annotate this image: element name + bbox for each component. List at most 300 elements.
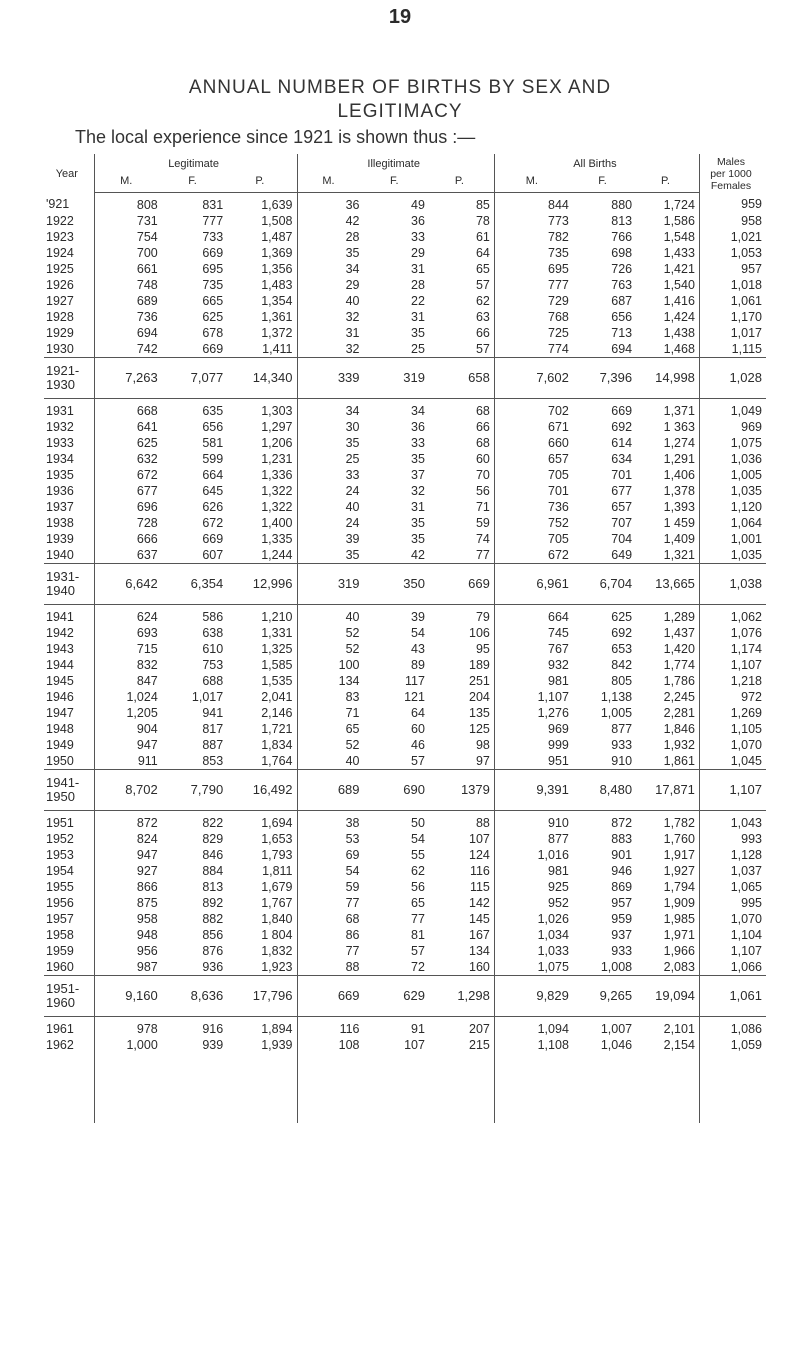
value-cell: 1,297	[227, 419, 297, 435]
value-cell: 958	[741, 213, 762, 228]
value-cell: 40	[345, 293, 360, 308]
value-cell: 54	[345, 863, 360, 878]
decade-start: 1941-	[46, 774, 80, 790]
value-cell: 753	[202, 657, 224, 672]
value-cell: 1,008	[573, 959, 636, 976]
value-cell: 95	[429, 641, 494, 657]
year-cell: 1931	[44, 398, 94, 419]
value-cell: 49	[411, 197, 425, 212]
value-cell: 763	[611, 277, 633, 292]
year-cell: 1940	[44, 547, 94, 564]
value-cell: 669	[202, 245, 224, 260]
year-cell: 1946	[44, 689, 94, 705]
decade-start: 1931-	[46, 568, 80, 584]
value-cell: 782	[548, 229, 569, 244]
value-cell: 766	[611, 229, 633, 244]
value-cell: 948	[136, 927, 158, 942]
year-cell: 1936	[44, 483, 94, 499]
value-cell: 805	[611, 673, 633, 688]
value-cell: 641	[136, 419, 158, 434]
value-cell: 107	[404, 1037, 425, 1052]
value-cell: 34	[345, 261, 360, 276]
value-cell: 98	[429, 737, 494, 753]
intro-text: The local experience since 1921 is shown thus :—	[75, 127, 476, 147]
value-cell: 672	[494, 547, 573, 564]
total-cell: 7,790	[162, 769, 227, 810]
value-cell: 978	[136, 1021, 158, 1036]
value-cell: 1,923	[227, 959, 297, 976]
value-cell: 1,017	[730, 325, 762, 340]
value-cell: 1,104	[730, 927, 762, 942]
value-cell: 832	[136, 657, 158, 672]
table-row	[44, 515, 766, 531]
total-cell: 9,391	[494, 769, 573, 810]
value-cell: 666	[136, 531, 158, 546]
value-cell: 1,966	[636, 943, 699, 959]
value-cell: 733	[202, 229, 224, 244]
value-cell: 713	[611, 325, 633, 340]
year-cell: 1944	[44, 657, 94, 673]
value-cell: 1,354	[227, 293, 297, 309]
value-cell: 134	[338, 673, 360, 688]
value-cell: 116	[429, 863, 494, 879]
value-cell: 958	[136, 911, 158, 926]
year-cell: 1961	[44, 1016, 94, 1037]
value-cell: 1,107	[730, 657, 762, 672]
value-cell: 64	[411, 705, 425, 720]
value-cell: 2,281	[636, 705, 699, 721]
value-cell: 1,372	[227, 325, 297, 341]
value-cell: 1,909	[636, 895, 699, 911]
value-cell: 847	[136, 673, 158, 688]
decade-end: 1940	[46, 582, 75, 598]
value-cell: 649	[573, 547, 636, 564]
value-cell: 1,433	[636, 245, 699, 261]
value-cell: 28	[411, 277, 425, 292]
value-cell: 64	[429, 245, 494, 261]
value-cell: 656	[202, 419, 224, 434]
table-row	[44, 245, 766, 261]
value-cell: 882	[202, 911, 224, 926]
value-cell: 34	[411, 403, 425, 418]
value-cell: 911	[94, 753, 162, 770]
value-cell: 1,782	[636, 810, 699, 831]
value-cell: 25	[364, 341, 429, 358]
value-cell: 959	[611, 911, 633, 926]
table-row	[44, 398, 766, 419]
value-cell: 28	[345, 229, 360, 244]
value-cell: 1,774	[636, 657, 699, 673]
year-cell: 1922	[44, 213, 94, 229]
value-cell: 866	[136, 879, 158, 894]
year-cell: 1941	[44, 604, 94, 625]
year-cell: 1956	[44, 895, 94, 911]
value-cell: 660	[548, 435, 569, 450]
value-cell: 625	[611, 609, 633, 624]
decade-total-row	[44, 563, 766, 604]
total-cell: 669	[297, 975, 364, 1016]
value-cell: 725	[548, 325, 569, 340]
table-row	[44, 721, 766, 737]
value-cell: 1,045	[699, 753, 766, 770]
value-cell: 610	[202, 641, 224, 656]
total-cell: 690	[364, 769, 429, 810]
value-cell: 869	[611, 879, 633, 894]
total-cell: 339	[297, 357, 364, 398]
value-cell: 53	[345, 831, 360, 846]
total-cell: 6,704	[573, 563, 636, 604]
value-cell: 39	[345, 531, 360, 546]
value-cell: 36	[411, 213, 425, 228]
value-cell: 957	[741, 261, 762, 276]
value-cell: 1,218	[730, 673, 762, 688]
value-cell: 2,146	[227, 705, 297, 721]
value-cell: 694	[573, 341, 636, 358]
total-cell: 8,480	[573, 769, 636, 810]
value-cell: 251	[429, 673, 494, 689]
year-cell: 1949	[44, 737, 94, 753]
table-row	[44, 483, 766, 499]
value-cell: 872	[136, 815, 158, 830]
total-cell: 1,038	[699, 563, 766, 604]
decade-end: 1950	[46, 788, 75, 804]
value-cell: 36	[345, 197, 360, 212]
total-cell: 16,492	[227, 769, 297, 810]
year-cell: 1942	[44, 625, 94, 641]
empty-cell	[429, 1053, 494, 1123]
value-cell: 1,000	[126, 1037, 158, 1052]
value-cell: 701	[548, 483, 569, 498]
value-cell: 33	[411, 229, 425, 244]
value-cell: 125	[429, 721, 494, 737]
decade-label	[44, 563, 94, 604]
value-cell: 1,325	[227, 641, 297, 657]
value-cell: 1,061	[730, 293, 762, 308]
value-cell: 947	[136, 847, 158, 862]
value-cell: 876	[202, 943, 224, 958]
value-cell: 91	[411, 1021, 425, 1036]
value-cell: 1,371	[636, 398, 699, 419]
value-cell: 2,245	[636, 689, 699, 705]
value-cell: 1,070	[730, 911, 762, 926]
value-cell: 777	[548, 277, 569, 292]
header-males-per-1000-females	[699, 154, 766, 192]
value-cell: 661	[136, 261, 158, 276]
value-cell: 1 804	[227, 927, 297, 943]
year-cell: 1948	[44, 721, 94, 737]
value-cell: 1,764	[227, 753, 297, 770]
value-cell: 635	[202, 403, 224, 418]
value-cell: 705	[548, 467, 569, 482]
value-cell: 933	[611, 943, 633, 958]
header-illegitimate: Illegitimate	[297, 154, 494, 173]
value-cell: 946	[611, 863, 633, 878]
empty-cell	[573, 1053, 636, 1123]
value-cell: 599	[202, 451, 224, 466]
value-cell: 669	[162, 341, 227, 358]
value-cell: 167	[429, 927, 494, 943]
value-cell: 1,322	[227, 499, 297, 515]
value-cell: 877	[611, 721, 633, 736]
value-cell: 638	[202, 625, 224, 640]
value-cell: 116	[339, 1021, 360, 1036]
value-cell: 987	[94, 959, 162, 976]
value-cell: 57	[429, 277, 494, 293]
value-cell: 88	[297, 959, 364, 976]
year-cell: 1945	[44, 673, 94, 689]
value-cell: 68	[429, 398, 494, 419]
value-cell: 1,108	[537, 1037, 569, 1052]
value-cell: 2,101	[636, 1016, 699, 1037]
value-cell: 856	[202, 927, 224, 942]
table-row	[44, 959, 766, 976]
decade-label	[44, 357, 94, 398]
year-cell: 1960	[44, 959, 94, 976]
value-cell: 46	[411, 737, 425, 752]
table-row	[44, 435, 766, 451]
value-cell: 24	[345, 515, 360, 530]
value-cell: 29	[411, 245, 425, 260]
value-cell: 752	[548, 515, 569, 530]
value-cell: 1,043	[730, 815, 762, 830]
value-cell: 63	[429, 309, 494, 325]
decade-start: 1921-	[46, 362, 80, 378]
value-cell: 695	[202, 261, 224, 276]
value-cell: 35	[411, 451, 425, 466]
value-cell: 59	[429, 515, 494, 531]
total-cell: 1,028	[699, 357, 766, 398]
value-cell: 207	[429, 1016, 494, 1037]
decade-total-row	[44, 975, 766, 1016]
value-cell: 1,206	[227, 435, 297, 451]
value-cell: 1,932	[636, 737, 699, 753]
value-cell: 68	[429, 435, 494, 451]
year-cell: 1938	[44, 515, 94, 531]
header-illegit-f: F.	[364, 173, 429, 192]
empty-cell	[227, 1053, 297, 1123]
empty-cell	[699, 1053, 766, 1123]
value-cell: 1,483	[227, 277, 297, 293]
year-cell: 1952	[44, 831, 94, 847]
value-cell: 142	[429, 895, 494, 911]
value-cell: 904	[136, 721, 158, 736]
value-cell: 672	[202, 515, 224, 530]
value-cell: 842	[611, 657, 633, 672]
table-row	[44, 673, 766, 689]
value-cell: 969	[548, 721, 569, 736]
decade-label	[44, 769, 94, 810]
value-cell: 664	[202, 467, 224, 482]
value-cell: 1,487	[227, 229, 297, 245]
value-cell: 1,468	[636, 341, 699, 358]
page-title	[0, 76, 800, 124]
total-cell: 350	[364, 563, 429, 604]
value-cell: 1,653	[227, 831, 297, 847]
value-cell: 79	[429, 604, 494, 625]
value-cell: 745	[548, 625, 569, 640]
title-line-1: ANNUAL NUMBER OF BIRTHS BY SEX AND	[188, 77, 612, 98]
header-ratio-line-2: per 1000	[710, 168, 752, 180]
table-row	[44, 192, 766, 213]
value-cell: 215	[429, 1037, 494, 1053]
value-cell: 57	[411, 943, 425, 958]
total-cell: 669	[429, 563, 494, 604]
year-cell: 1930	[44, 341, 94, 358]
value-cell: 993	[741, 831, 762, 846]
value-cell: 35	[345, 435, 360, 450]
value-cell: 71	[345, 705, 360, 720]
value-cell: 1,322	[227, 483, 297, 499]
value-cell: 981	[548, 863, 569, 878]
table-row	[44, 341, 766, 358]
value-cell: 1,724	[636, 192, 699, 213]
value-cell: 1,424	[636, 309, 699, 325]
value-cell: 59	[345, 879, 360, 894]
value-cell: 625	[202, 309, 224, 324]
value-cell: 877	[548, 831, 569, 846]
total-cell: 7,077	[162, 357, 227, 398]
total-cell: 13,665	[636, 563, 699, 604]
value-cell: 853	[162, 753, 227, 770]
value-cell: 1,021	[730, 229, 762, 244]
value-cell: 705	[548, 531, 569, 546]
header-legit-m: M.	[94, 173, 162, 192]
value-cell: 1,007	[600, 1021, 633, 1036]
value-cell: 687	[611, 293, 633, 308]
value-cell: 1,400	[227, 515, 297, 531]
value-cell: 1,210	[227, 604, 297, 625]
total-cell: 6,642	[94, 563, 162, 604]
value-cell: 657	[548, 451, 569, 466]
value-cell: 1,420	[636, 641, 699, 657]
value-cell: 33	[411, 435, 425, 450]
total-cell: 17,796	[227, 975, 297, 1016]
decade-label	[44, 975, 94, 1016]
year-cell: 1959	[44, 943, 94, 959]
value-cell: 1,053	[730, 245, 762, 260]
year-cell: 1937	[44, 499, 94, 515]
value-cell: 1,065	[730, 879, 762, 894]
value-cell: 1,276	[537, 705, 569, 720]
value-cell: 1,274	[636, 435, 699, 451]
value-cell: 1,540	[636, 277, 699, 293]
total-cell: 319	[364, 357, 429, 398]
value-cell: 887	[202, 737, 224, 752]
value-cell: 117	[405, 673, 425, 688]
value-cell: 586	[202, 609, 224, 624]
header-ratio-line-1: Males	[716, 156, 745, 168]
header-illegit-m: M.	[297, 173, 364, 192]
value-cell: 637	[94, 547, 162, 564]
year-cell: 1958	[44, 927, 94, 943]
value-cell: 1,033	[537, 943, 569, 958]
value-cell: 38	[345, 815, 360, 830]
value-cell: 35	[411, 531, 425, 546]
value-cell: 1,406	[636, 467, 699, 483]
value-cell: 625	[136, 435, 158, 450]
value-cell: 30	[345, 419, 360, 434]
value-cell: 831	[202, 197, 224, 212]
total-cell: 7,396	[573, 357, 636, 398]
value-cell: 1,035	[730, 483, 762, 498]
total-cell: 17,871	[636, 769, 699, 810]
value-cell: 844	[548, 197, 569, 212]
value-cell: 65	[345, 721, 360, 736]
value-cell: 607	[162, 547, 227, 564]
value-cell: 34	[345, 403, 360, 418]
value-cell: 77	[429, 547, 494, 564]
value-cell: 910	[548, 815, 569, 830]
year-cell: 1943	[44, 641, 94, 657]
value-cell: 728	[136, 515, 158, 530]
value-cell: 829	[202, 831, 224, 846]
value-cell: 692	[611, 419, 633, 434]
value-cell: 1,128	[730, 847, 762, 862]
total-cell: 6,961	[494, 563, 573, 604]
value-cell: 66	[429, 419, 494, 435]
value-cell: 31	[411, 309, 425, 324]
value-cell: 1,438	[636, 325, 699, 341]
title-line-2: LEGITIMACY	[337, 101, 463, 122]
value-cell: 1,356	[227, 261, 297, 277]
value-cell: 657	[611, 499, 633, 514]
value-cell: 71	[429, 499, 494, 515]
header-legit-p: P.	[227, 173, 297, 192]
value-cell: 1,289	[636, 604, 699, 625]
value-cell: 1,894	[227, 1016, 297, 1037]
value-cell: 77	[411, 911, 425, 926]
value-cell: 1,378	[636, 483, 699, 499]
value-cell: 932	[548, 657, 569, 672]
value-cell: 1,927	[636, 863, 699, 879]
value-cell: 1,585	[227, 657, 297, 673]
value-cell: 910	[573, 753, 636, 770]
empty-cell	[494, 1053, 573, 1123]
header-all-m: M.	[494, 173, 573, 192]
value-cell: 42	[345, 213, 360, 228]
value-cell: 1,767	[227, 895, 297, 911]
value-cell: 916	[202, 1021, 224, 1036]
value-cell: 1,760	[636, 831, 699, 847]
value-cell: 115	[429, 879, 494, 895]
table-row	[44, 943, 766, 959]
value-cell: 669	[611, 403, 633, 418]
decade-end: 1930	[46, 376, 75, 392]
total-cell: 14,998	[636, 357, 699, 398]
value-cell: 1,026	[537, 911, 569, 926]
value-cell: 1,034	[537, 927, 569, 942]
value-cell: 892	[202, 895, 224, 910]
value-cell: 927	[136, 863, 158, 878]
value-cell: 1 363	[636, 419, 699, 435]
value-cell: 39	[411, 609, 425, 624]
value-cell: 668	[136, 403, 158, 418]
value-cell: 936	[162, 959, 227, 976]
births-table	[44, 154, 766, 1123]
value-cell: 736	[136, 309, 158, 324]
value-cell: 52	[345, 737, 360, 752]
total-cell: 12,996	[227, 563, 297, 604]
year-cell: 1924	[44, 245, 94, 261]
value-cell: 1,786	[636, 673, 699, 689]
table-row	[44, 737, 766, 753]
value-cell: 1,291	[636, 451, 699, 467]
value-cell: 77	[345, 895, 360, 910]
header-all-p: P.	[636, 173, 699, 192]
table-row	[44, 261, 766, 277]
value-cell: 1,832	[227, 943, 297, 959]
table-row	[44, 293, 766, 309]
